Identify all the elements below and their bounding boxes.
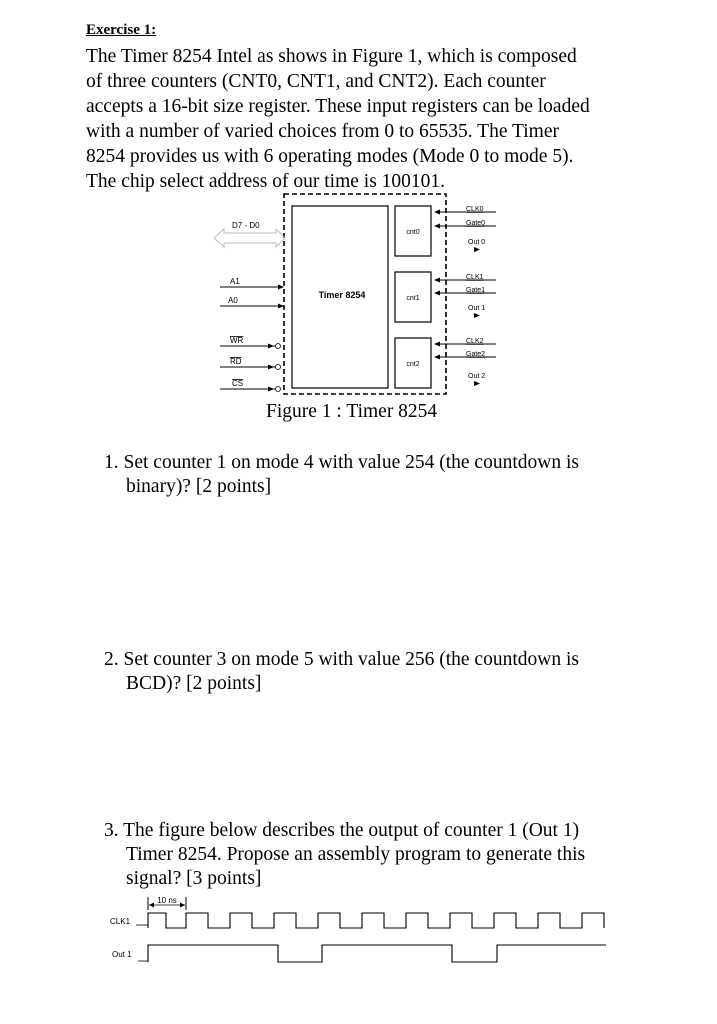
intro-line: with a number of varied choices from 0 to 65535. The Timer <box>86 121 559 142</box>
pin-cs-arrow <box>268 387 274 392</box>
out2-arrow <box>474 381 480 386</box>
out1-label: Out 1 <box>468 305 486 312</box>
pin-cs-bubble <box>276 387 281 392</box>
data-bus-label: D7 - D0 <box>232 221 260 230</box>
question-1 <box>104 451 579 499</box>
data-bus-arrow <box>214 229 285 247</box>
clk1-waveform <box>148 913 604 928</box>
intro-line: 8254 provides us with 6 operating modes (Mode 0 to mode 5). <box>86 146 574 167</box>
gate2-arrow <box>434 355 440 360</box>
gate1-label: Gate1 <box>466 287 486 294</box>
pin-a0-label: A0 <box>228 296 238 305</box>
clk1-signal-label: CLK1 <box>110 917 131 926</box>
intro-line: of three counters (CNT0, CNT1, and CNT2). Each counter <box>86 71 546 92</box>
out0-arrow <box>474 247 480 252</box>
pin-wr-label: WR <box>230 336 244 345</box>
out0-label: Out 0 <box>468 239 486 246</box>
pin-cs-label: CS <box>232 379 244 388</box>
pin-a1-label: A1 <box>230 277 240 286</box>
pin-a1-arrow <box>278 285 284 290</box>
counter-1-label: cnt1 <box>406 295 420 302</box>
figure-1-caption: Figure 1 : Timer 8254 <box>266 401 438 422</box>
question-2 <box>104 648 579 696</box>
question-line: 3. The figure below describes the output of counter 1 (Out 1) <box>104 820 580 841</box>
pin-wr-bubble <box>276 344 281 349</box>
intro-line: accepts a 16-bit size register. These input registers can be loaded <box>86 96 590 117</box>
clk0-arrow <box>434 210 440 215</box>
intro-line: The Timer 8254 Intel as shows in Figure 1, which is composed <box>86 46 577 67</box>
out1-waveform <box>148 945 606 962</box>
gate0-arrow <box>434 224 440 229</box>
out1-arrow <box>474 313 480 318</box>
pin-a0-arrow <box>278 304 284 309</box>
question-line: binary)? [2 points] <box>126 476 272 497</box>
question-line: Timer 8254. Propose an assembly program to generate this <box>126 844 586 865</box>
intro-line: The chip select address of our time is 100101. <box>86 171 446 192</box>
gate2-label: Gate2 <box>466 351 486 358</box>
pin-wr-arrow <box>268 344 274 349</box>
gate1-arrow <box>434 291 440 296</box>
clk2-arrow <box>434 342 440 347</box>
counter-0-label: cnt0 <box>406 229 420 236</box>
clk1-arrow <box>434 278 440 283</box>
clk1-label: CLK1 <box>466 274 484 281</box>
pin-rd-arrow <box>268 365 274 370</box>
question-line: signal? [3 points] <box>126 868 262 889</box>
out1-signal-label: Out 1 <box>112 950 132 959</box>
question-line: 2. Set counter 3 on mode 5 with value 256 (the countdown is <box>104 649 579 670</box>
period-arrow-left <box>149 903 154 908</box>
out2-label: Out 2 <box>468 373 486 380</box>
period-label: 10 ns <box>157 896 177 905</box>
gate0-label: Gate0 <box>466 220 486 227</box>
question-line: 1. Set counter 1 on mode 4 with value 254 (the countdown is <box>104 452 579 473</box>
exercise-heading: Exercise 1: <box>86 22 157 38</box>
period-arrow-right <box>180 903 185 908</box>
clk2-label: CLK2 <box>466 338 484 345</box>
clk0-label: CLK0 <box>466 206 484 213</box>
question-line: BCD)? [2 points] <box>126 673 262 694</box>
pin-rd-bubble <box>276 365 281 370</box>
pin-rd-label: RD <box>230 357 242 366</box>
counter-2-label: cnt2 <box>406 361 420 368</box>
timer-8254-diagram <box>0 0 717 420</box>
chip-label: Timer 8254 <box>318 290 366 300</box>
question-3 <box>104 819 585 891</box>
